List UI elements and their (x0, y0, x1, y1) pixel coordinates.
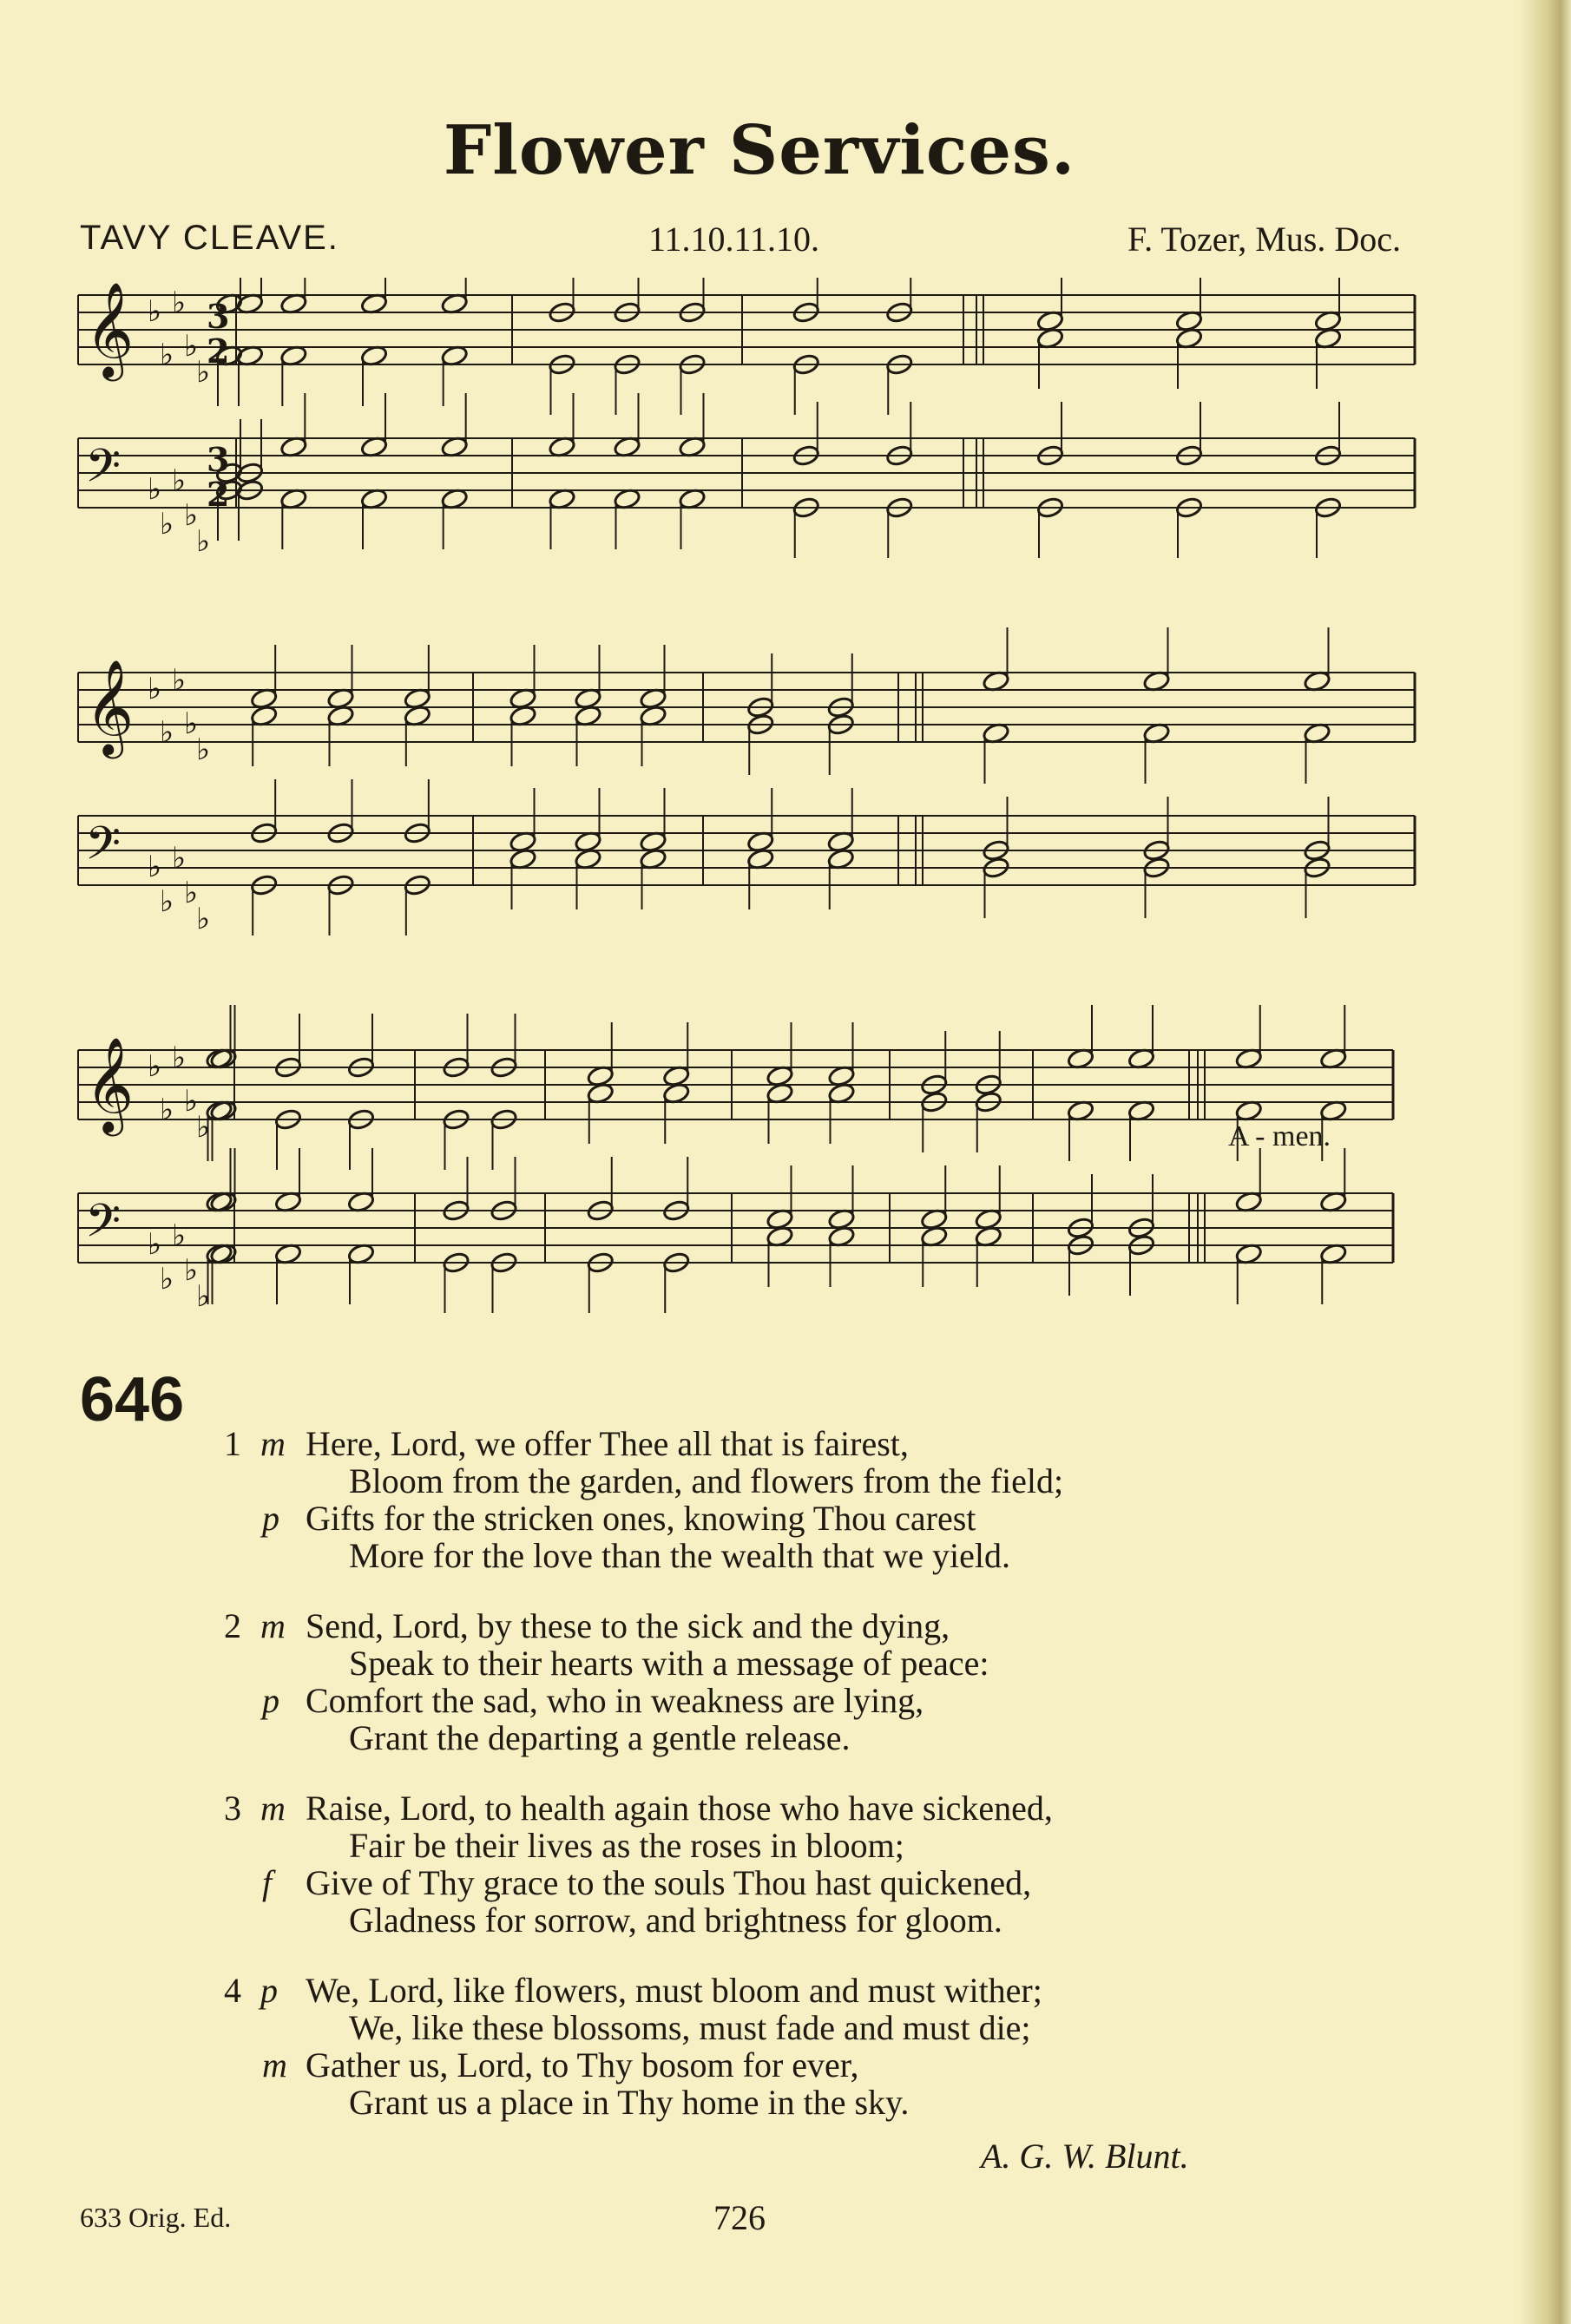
dynamic-marking: m (260, 1424, 286, 1463)
flat-sign-icon: ♭ (148, 672, 162, 706)
verse-text: Send, Lord, by these to the sick and the dying, (306, 1606, 950, 1645)
flat-sign-icon: ♭ (196, 732, 211, 767)
music-score (69, 278, 1423, 1345)
time-signature: 3 (207, 297, 230, 336)
time-signature: 2 (207, 475, 230, 514)
page-edge-shadow (1519, 0, 1571, 2324)
flat-sign-icon: ♭ (172, 841, 187, 876)
page-number: 726 (713, 2198, 766, 2237)
flat-sign-icon: ♭ (172, 1041, 187, 1075)
dynamic-marking: f (262, 1863, 273, 1902)
flat-sign-icon: ♭ (172, 1218, 187, 1253)
verse-text: Comfort the sad, who in weakness are lying, (306, 1681, 924, 1720)
verse-text: Fair be their lives as the roses in bloom; (349, 1826, 904, 1865)
flat-sign-icon: ♭ (148, 1227, 162, 1262)
flat-sign-icon: ♭ (172, 663, 187, 698)
flat-sign-icon: ♭ (196, 902, 211, 936)
flat-sign-icon: ♭ (148, 850, 162, 884)
verse-number: 1 (224, 1424, 241, 1463)
flat-sign-icon: ♭ (184, 706, 199, 741)
verse-text: We, like these blossoms, must fade and must die; (349, 2008, 1031, 2047)
verse-number: 2 (224, 1606, 241, 1645)
dynamic-marking: p (262, 1499, 279, 1538)
dynamic-marking: p (260, 1971, 278, 2010)
time-signature: 2 (207, 332, 230, 371)
bass-clef-icon: 𝄢 (85, 440, 122, 504)
treble-clef-icon: 𝄞 (85, 1037, 135, 1132)
flat-sign-icon: ♭ (184, 1253, 199, 1288)
flat-sign-icon: ♭ (196, 1279, 211, 1314)
original-edition-note: 633 Orig. Ed. (80, 2202, 232, 2233)
verse-text: Raise, Lord, to health again those who have sickened, (306, 1789, 1053, 1828)
verse-text: Speak to their hearts with a message of peace: (349, 1644, 989, 1683)
verse-text: Gladness for sorrow, and brightness for gloom. (349, 1901, 1002, 1940)
verse-text: Grant the departing a gentle release. (349, 1718, 851, 1757)
bass-clef-icon: 𝄢 (85, 1195, 122, 1259)
hymn-number: 646 (80, 1365, 185, 1434)
dynamic-marking: p (262, 1681, 279, 1720)
tune-meter: 11.10.11.10. (648, 220, 820, 259)
flat-sign-icon: ♭ (148, 472, 162, 507)
verse-text: Give of Thy grace to the souls Thou hast quickened, (306, 1863, 1032, 1902)
treble-clef-icon: 𝄞 (85, 282, 135, 377)
verse-number: 3 (224, 1789, 241, 1828)
bass-clef-icon: 𝄢 (85, 817, 122, 882)
verse-number: 4 (224, 1971, 241, 2010)
flat-sign-icon: ♭ (184, 876, 199, 910)
time-signature: 3 (207, 440, 230, 479)
verse-text: Gather us, Lord, to Thy bosom for ever, (306, 2045, 859, 2084)
verse-text: We, Lord, like flowers, must bloom and must wither; (306, 1971, 1042, 2010)
tune-composer: F. Tozer, Mus. Doc. (1127, 220, 1401, 259)
dynamic-marking: m (260, 1789, 286, 1828)
dynamic-marking: m (262, 2045, 287, 2084)
flat-sign-icon: ♭ (160, 884, 174, 919)
flat-sign-icon: ♭ (172, 286, 187, 320)
hymn-author: A. G. W. Blunt. (981, 2137, 1189, 2176)
flat-sign-icon: ♭ (196, 1110, 211, 1145)
flat-sign-icon: ♭ (184, 498, 199, 533)
flat-sign-icon: ♭ (160, 1262, 174, 1297)
verse-text: Gifts for the stricken ones, knowing Thou carest (306, 1499, 976, 1538)
tune-name: TAVY CLEAVE. (80, 219, 339, 257)
verse-text: Grant us a place in Thy home in the sky. (349, 2083, 910, 2122)
flat-sign-icon: ♭ (160, 338, 174, 372)
flat-sign-icon: ♭ (160, 715, 174, 750)
flat-sign-icon: ♭ (160, 507, 174, 542)
verse-text: Bloom from the garden, and flowers from the field; (349, 1461, 1064, 1500)
flat-sign-icon: ♭ (196, 355, 211, 390)
verse-text: More for the love than the wealth that we yield. (349, 1536, 1010, 1575)
flat-sign-icon: ♭ (148, 1049, 162, 1084)
flat-sign-icon: ♭ (184, 1084, 199, 1119)
flat-sign-icon: ♭ (160, 1093, 174, 1127)
flat-sign-icon: ♭ (196, 524, 211, 559)
flat-sign-icon: ♭ (184, 329, 199, 364)
section-title: Flower Services. (443, 111, 1076, 190)
amen-lyric: A - men. (1228, 1120, 1331, 1152)
flat-sign-icon: ♭ (172, 463, 187, 498)
tune-header (80, 219, 1401, 262)
dynamic-marking: m (260, 1606, 286, 1645)
flat-sign-icon: ♭ (148, 294, 162, 329)
treble-clef-icon: 𝄞 (85, 660, 135, 755)
verse-text: Here, Lord, we offer Thee all that is fairest, (306, 1424, 909, 1463)
